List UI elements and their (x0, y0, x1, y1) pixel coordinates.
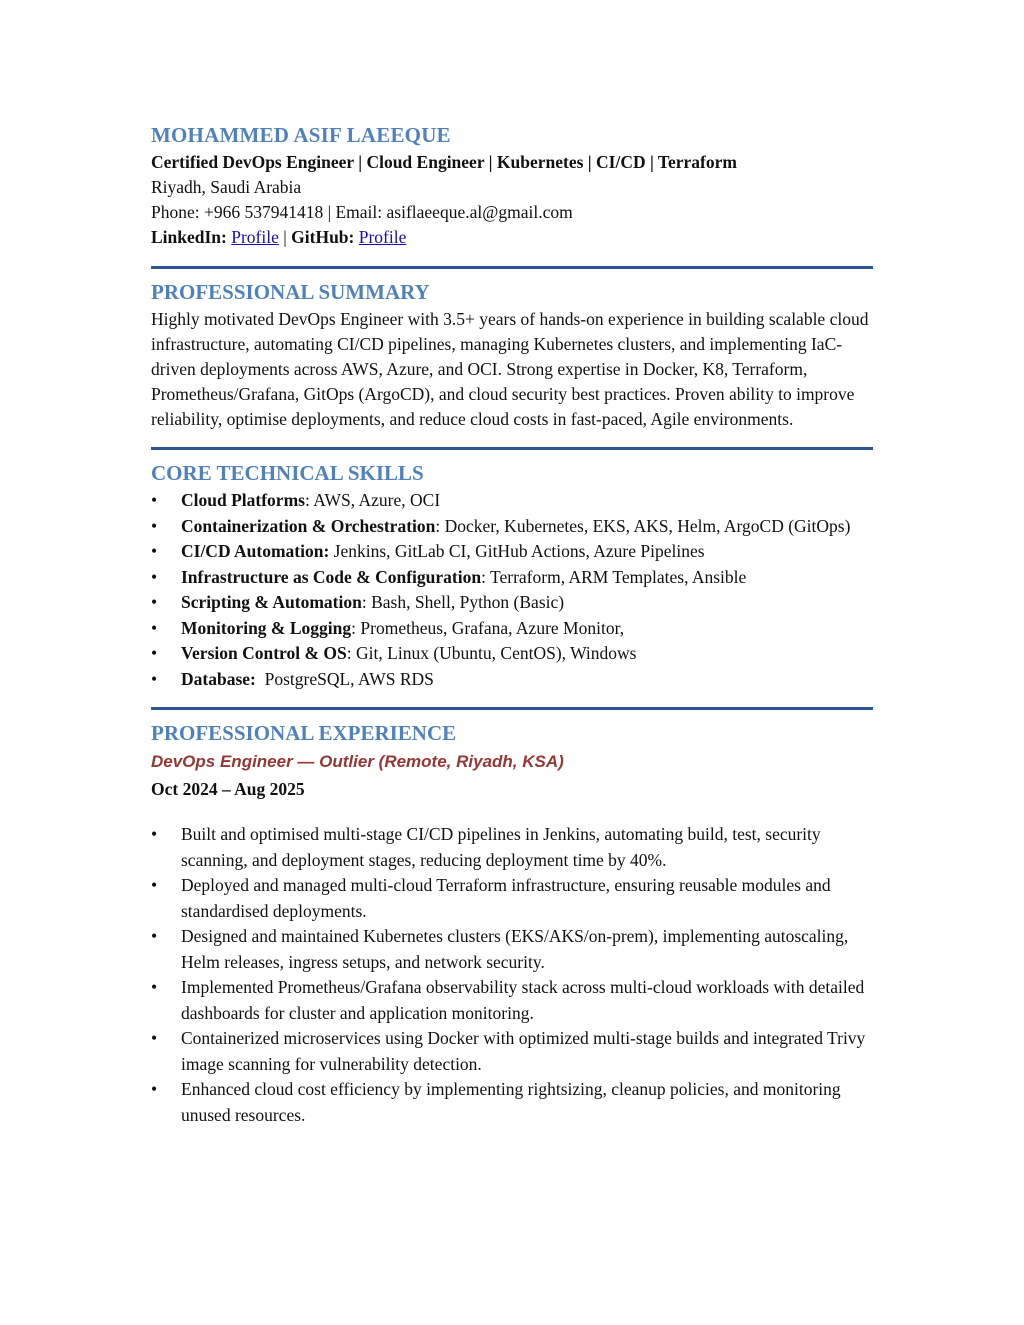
bullet-icon: • (151, 490, 158, 510)
job-bullet-text: Deployed and managed multi-cloud Terraform infrastructure, ensuring reusable modules and standardised deployments. (181, 875, 831, 921)
job-bullet-text: Enhanced cloud cost efficiency by implementing rightsizing, cleanup policies, and monitoring unused resources. (181, 1079, 841, 1125)
skill-category: Database: (181, 668, 256, 689)
skill-item (151, 539, 873, 565)
job-entry (151, 748, 873, 1128)
job-title: DevOps Engineer — Outlier (Remote, Riyadh, KSA) (151, 752, 564, 771)
skill-item (151, 667, 873, 693)
linkedin-label: LinkedIn: (151, 227, 227, 247)
linkedin-profile-link[interactable]: Profile (231, 227, 279, 247)
skill-item (151, 565, 873, 591)
skill-category: Scripting & Automation (181, 592, 362, 612)
skills-list (151, 488, 873, 692)
skill-separator: : (304, 490, 314, 510)
skill-values: Docker, Kubernetes, EKS, AKS, Helm, ArgoCD (GitOps) (444, 515, 851, 536)
skill-category: CI/CD Automation: (181, 541, 330, 561)
headline: Certified DevOps Engineer | Cloud Engineer | Kubernetes | CI/CD | Terraform (151, 152, 737, 172)
skill-item (151, 488, 873, 514)
skill-values: Prometheus, Grafana, Azure Monitor, (360, 617, 625, 638)
bullet-icon: • (151, 926, 158, 946)
resume-header (151, 120, 873, 250)
bullet-icon: • (151, 515, 158, 536)
skill-values: Bash, Shell, Python (Basic) (371, 592, 565, 612)
skill-separator (256, 669, 265, 689)
jobs-list (151, 748, 873, 1128)
job-bullets (151, 822, 873, 1128)
bullet-icon: • (151, 824, 158, 844)
skill-values: Terraform, ARM Templates, Ansible (490, 566, 747, 587)
professional-summary-section (151, 277, 873, 432)
bullet-icon: • (151, 875, 158, 895)
skill-values: Git, Linux (Ubuntu, CentOS), Windows (356, 643, 637, 663)
bullet-icon: • (151, 617, 158, 638)
github-profile-link[interactable]: Profile (358, 227, 407, 247)
section-title: CORE TECHNICAL SKILLS (151, 461, 424, 485)
bullet-icon: • (151, 668, 158, 689)
skill-item (151, 514, 873, 540)
skill-category: Infrastructure as Code & Configuration (181, 566, 482, 587)
job-dates: Oct 2024 – Aug 2025 (151, 779, 305, 799)
section-divider (151, 266, 873, 269)
summary-text: Highly motivated DevOps Engineer with 3.5+ years of hands-on experience in building scalable cloud infrastructure, automating CI/CD pipelines, managing Kubernetes clusters, and implementing IaC-driven deployments across AWS, Azure, and OCI. Strong expertise in Docker, K8, Terraform, Prometheus/Grafana, GitOps (ArgoCD), and cloud security best practices. Proven ability to improve reliability, optimise deployments, and reduce cloud costs in fast-paced, Agile environments. (151, 309, 869, 429)
candidate-name: MOHAMMED ASIF LAEEQUE (151, 123, 451, 147)
job-bullet (151, 822, 873, 873)
github-label: GitHub: (291, 227, 355, 247)
bullet-icon: • (151, 1028, 158, 1048)
section-divider (151, 707, 873, 710)
job-bullet (151, 975, 873, 1026)
location: Riyadh, Saudi Arabia (151, 177, 302, 197)
skill-separator: : (435, 515, 445, 536)
skill-separator: : (481, 566, 491, 587)
section-title: PROFESSIONAL EXPERIENCE (151, 721, 457, 745)
skill-separator: : (351, 617, 361, 638)
experience-section (151, 718, 873, 1128)
resume-page (151, 120, 873, 1128)
skill-separator: : (346, 643, 357, 663)
skill-category: Version Control & OS (181, 643, 347, 663)
contact-info: Phone: +966 537941418 | Email: asiflaeeque.al@gmail.com (151, 202, 573, 222)
skill-category: Containerization & Orchestration (181, 515, 436, 536)
skill-item (151, 641, 873, 667)
bullet-icon: • (151, 541, 158, 561)
job-bullet (151, 924, 873, 975)
bullet-icon: • (151, 643, 158, 663)
bullet-icon: • (151, 592, 158, 612)
job-bullet (151, 873, 873, 924)
section-divider (151, 447, 873, 450)
skill-item (151, 590, 873, 616)
skill-category: Monitoring & Logging (181, 617, 352, 638)
skill-values: AWS, Azure, OCI (313, 490, 441, 510)
job-bullet-text: Implemented Prometheus/Grafana observability stack across multi-cloud workloads with detailed dashboards for cluster and application monitoring. (181, 977, 865, 1023)
bullet-icon: • (151, 977, 158, 997)
core-skills-section (151, 458, 873, 692)
bullet-icon: • (151, 1079, 158, 1099)
bullet-icon: • (151, 566, 158, 587)
skill-category: Cloud Platforms (181, 490, 305, 510)
job-bullet (151, 1077, 873, 1128)
skill-separator: : (361, 592, 372, 612)
section-title: PROFESSIONAL SUMMARY (151, 280, 430, 304)
profile-links (151, 225, 873, 250)
job-bullet (151, 1026, 873, 1077)
job-bullet-text: Designed and maintained Kubernetes clusters (EKS/AKS/on-prem), implementing autoscaling, Helm releases, ingress setups, and network security. (181, 926, 849, 972)
skill-values: PostgreSQL, AWS RDS (264, 668, 434, 689)
skill-values: Jenkins, GitLab CI, GitHub Actions, Azure Pipelines (333, 541, 705, 561)
skill-item (151, 616, 873, 642)
job-bullet-text: Containerized microservices using Docker with optimized multi-stage builds and integrated Trivy image scanning for vulnerability detection. (181, 1028, 866, 1074)
link-separator: | (278, 227, 292, 247)
job-bullet-text: Built and optimised multi-stage CI/CD pipelines in Jenkins, automating build, test, security scanning, and deployment stages, reducing deployment time by 40%. (181, 824, 821, 870)
